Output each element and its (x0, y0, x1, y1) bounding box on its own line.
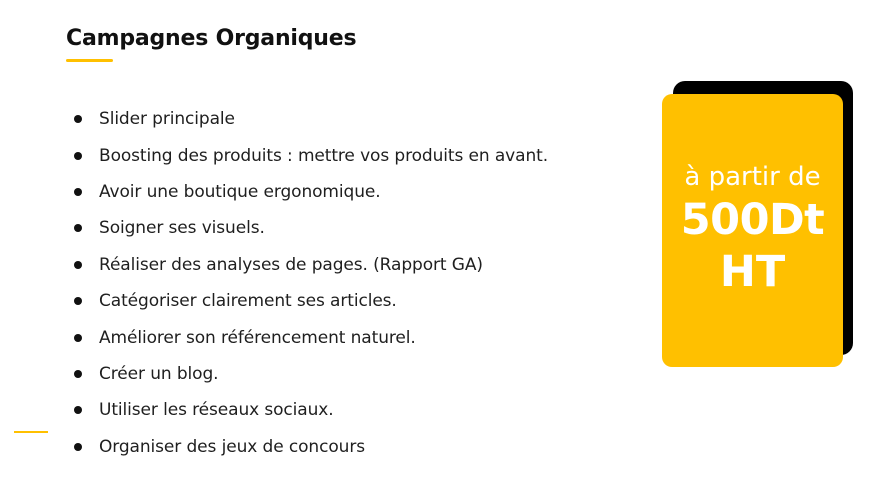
list-item (74, 429, 548, 465)
price-suffix: HT (719, 246, 786, 297)
side-accent-line (14, 431, 48, 433)
feature-text: Avoir une boutique ergonomique. (99, 181, 381, 202)
bullet-icon (74, 115, 82, 123)
feature-text: Améliorer son référencement naturel. (99, 327, 416, 348)
price-card (662, 94, 843, 367)
bullet-icon (74, 443, 82, 451)
bullet-icon (74, 334, 82, 342)
list-item (74, 210, 548, 246)
list-item (74, 283, 548, 319)
list-item (74, 137, 548, 173)
feature-text: Catégoriser clairement ses articles. (99, 291, 397, 312)
bullet-icon (74, 261, 82, 269)
page-title: Campagnes Organiques (66, 26, 357, 51)
list-item (74, 319, 548, 355)
feature-text: Créer un blog. (99, 363, 219, 384)
feature-list (74, 101, 548, 465)
bullet-icon (74, 152, 82, 160)
feature-text: Organiser des jeux de concours (99, 436, 365, 457)
list-item (74, 356, 548, 392)
title-underline (66, 59, 113, 62)
feature-text: Soigner ses visuels. (99, 218, 265, 239)
feature-text: Réaliser des analyses de pages. (Rapport GA) (99, 254, 483, 275)
list-item (74, 174, 548, 210)
list-item (74, 392, 548, 428)
bullet-icon (74, 224, 82, 232)
list-item (74, 101, 548, 137)
bullet-icon (74, 297, 82, 305)
list-item (74, 247, 548, 283)
feature-text: Slider principale (99, 109, 235, 130)
bullet-icon (74, 370, 82, 378)
price-prefix: à partir de (684, 161, 821, 192)
price-amount: 500Dt (680, 195, 825, 246)
feature-text: Boosting des produits : mettre vos produits en avant. (99, 145, 548, 166)
bullet-icon (74, 188, 82, 196)
bullet-icon (74, 406, 82, 414)
feature-text: Utiliser les réseaux sociaux. (99, 400, 334, 421)
